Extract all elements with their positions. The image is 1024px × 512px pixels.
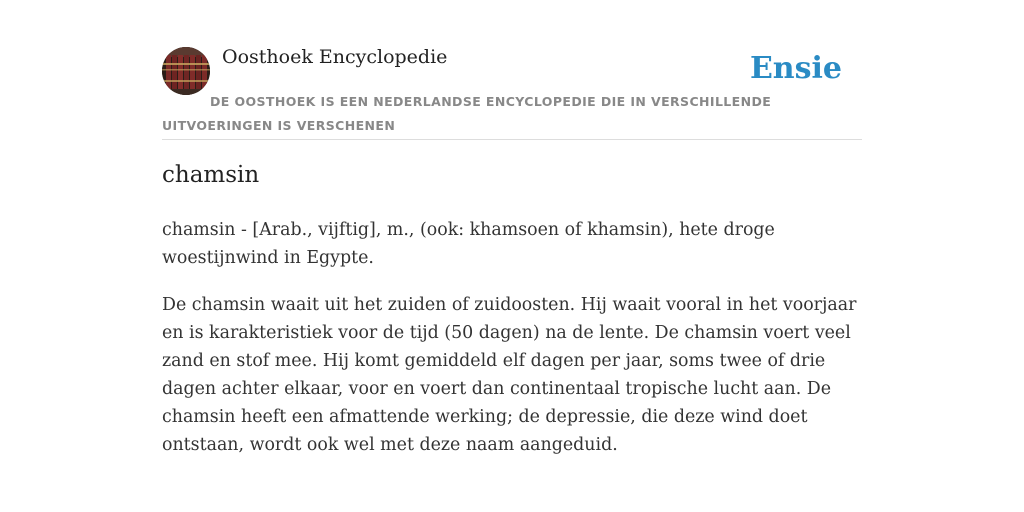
article-paragraph: De chamsin waait uit het zuiden of zuidoosten. Hij waait vooral in het voorjaar en is karakteristiek voor de tijd (50 dagen) na de lente. De chamsin voert veel zand en stof mee. Hij komt gemiddeld elf dagen per jaar, soms twee of drie dagen achter elkaar, voor en voert dan continentaal tropische lucht aan. De chamsin heeft een afmattende werking; de depressie, die deze wind doet ontstaan, wordt ook wel met deze naam aangeduid. [162,295,857,455]
site-title[interactable]: Oosthoek Encyclopedie [222,46,448,68]
article-paragraph: chamsin - [Arab., vijftig], m., (ook: khamsoen of khamsin), hete droge woestijnwind in Egypte. [162,220,775,268]
encyclopedia-books-icon[interactable] [162,47,210,95]
article-title: chamsin [162,162,260,188]
site-header [162,0,862,140]
site-tagline: DE OOSTHOEK IS EEN NEDERLANDSE ENCYCLOPEDIE DIE IN VERSCHILLENDE UITVOERINGEN IS VERSCHENEN [162,94,772,133]
brand-logo[interactable]: Ensie [749,51,842,86]
page-container [162,0,862,455]
